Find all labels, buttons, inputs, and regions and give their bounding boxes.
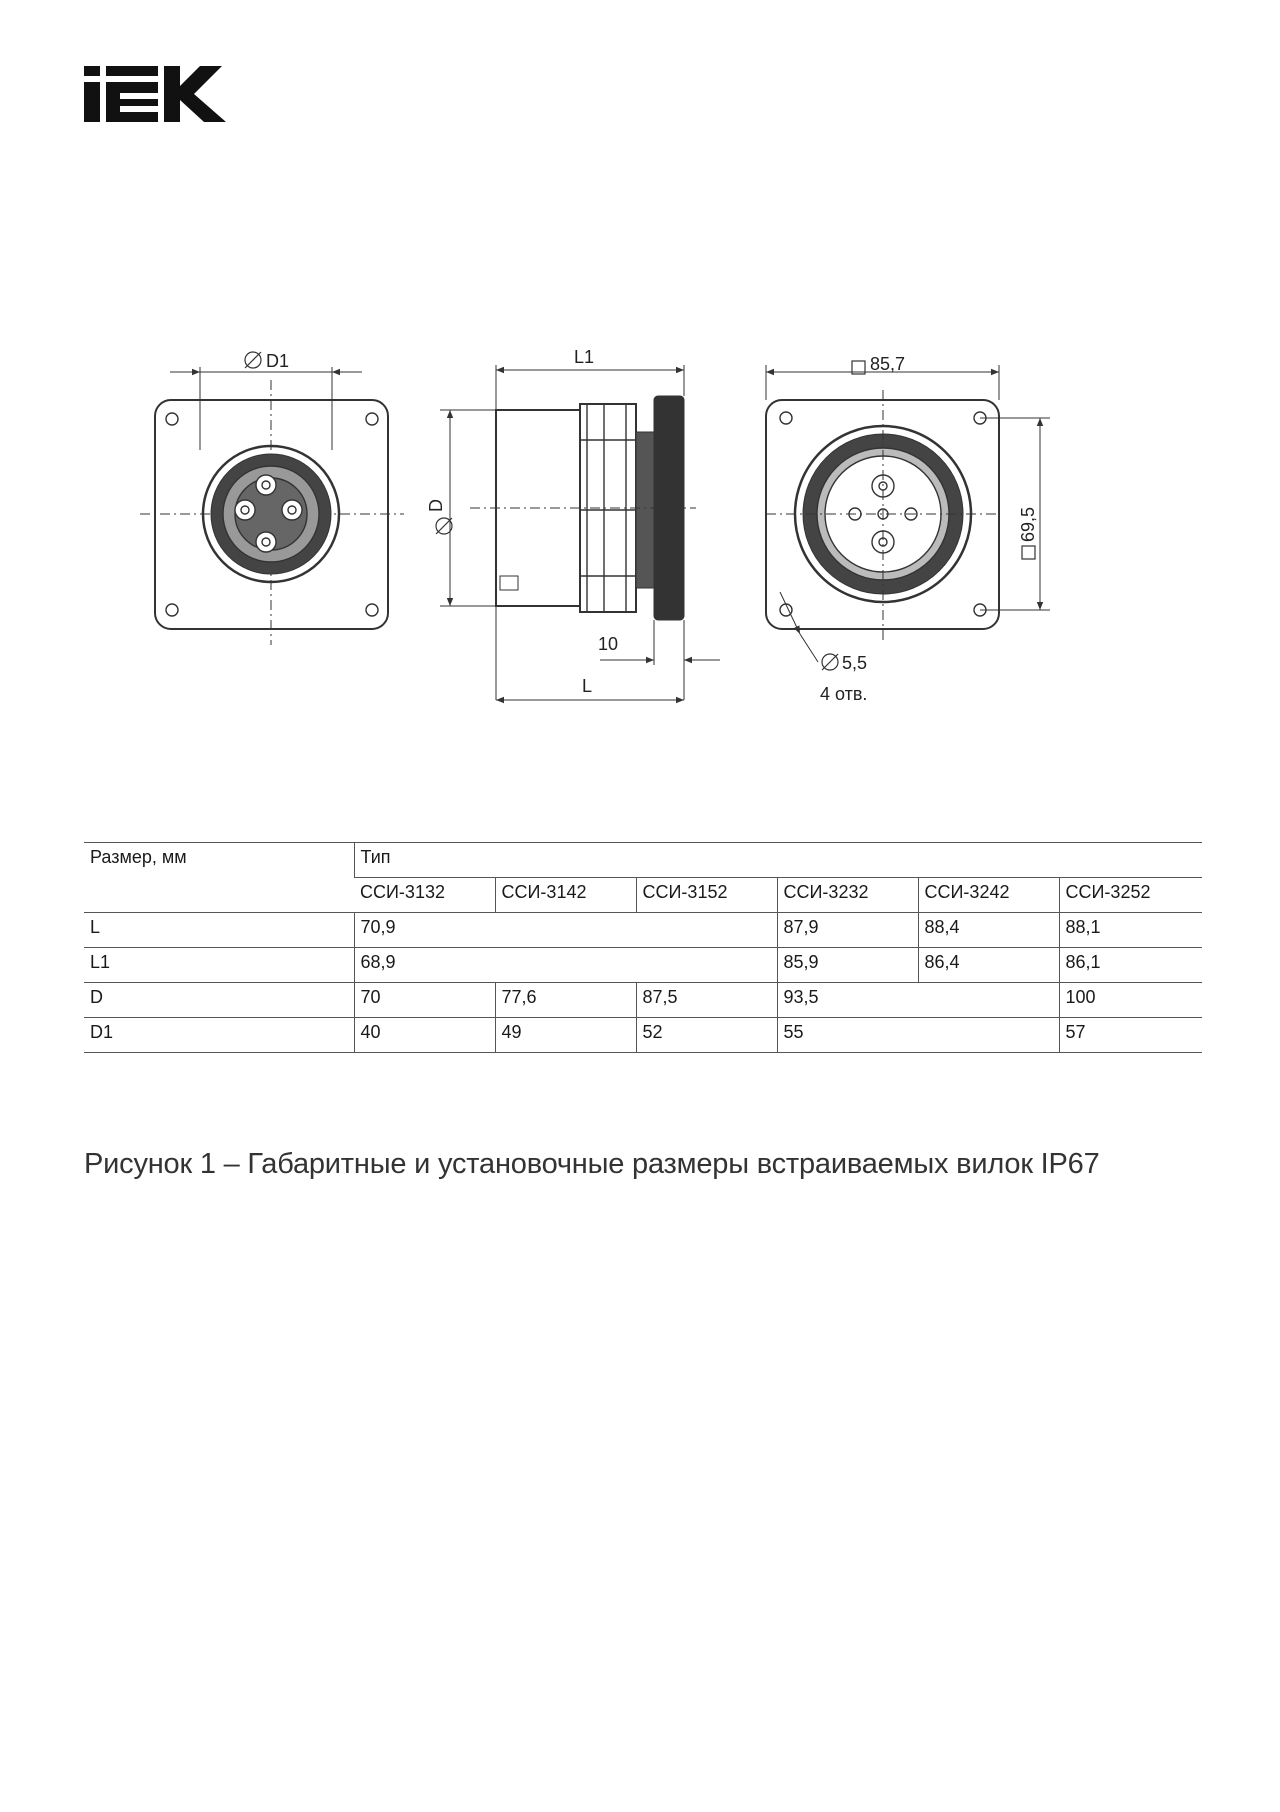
table-cell: 70: [354, 983, 495, 1018]
table-row: [84, 913, 1202, 948]
d-label: D: [426, 499, 446, 512]
figure-caption: Рисунок 1 – Габаритные и установочные размеры встраиваемых вилок IP67: [84, 1148, 1100, 1180]
table-cell: 40: [354, 1018, 495, 1053]
dim-10-label: 10: [598, 634, 619, 654]
table-cell: 70,9: [354, 913, 777, 948]
l-label: L: [582, 676, 593, 696]
table-cell: 77,6: [495, 983, 636, 1018]
table-cell: 100: [1059, 983, 1202, 1018]
type-cell: ССИ-3142: [495, 878, 636, 913]
type-cell: ССИ-3252: [1059, 878, 1202, 913]
table-cell: 68,9: [354, 948, 777, 983]
table-cell: 49: [495, 1018, 636, 1053]
table-cell: 55: [777, 1018, 1059, 1053]
type-cell: ССИ-3132: [354, 878, 495, 913]
table-cell: 88,1: [1059, 913, 1202, 948]
front-view: [140, 352, 404, 645]
row-label: L: [84, 913, 354, 948]
side-view: [436, 365, 720, 700]
type-cell: ССИ-3152: [636, 878, 777, 913]
size-header-cell: Размер, мм: [84, 843, 354, 913]
row-label: L1: [84, 948, 354, 983]
l1-label: L1: [574, 347, 595, 367]
table-cell: 88,4: [918, 913, 1059, 948]
row-label: D: [84, 983, 354, 1018]
table-header-row: [84, 843, 1202, 878]
iek-logo: [84, 66, 228, 122]
type-header-cell: Тип: [354, 843, 1202, 878]
table-cell: 87,5: [636, 983, 777, 1018]
table-row: [84, 983, 1202, 1018]
table-cell: 52: [636, 1018, 777, 1053]
table-cell: 87,9: [777, 913, 918, 948]
table-row: [84, 1018, 1202, 1053]
holes-count-label: 4 отв.: [820, 684, 868, 704]
rear-width-label: 85,7: [870, 354, 906, 374]
table-row: [84, 948, 1202, 983]
row-label: D1: [84, 1018, 354, 1053]
rear-view: [766, 361, 1050, 670]
type-cell: ССИ-3242: [918, 878, 1059, 913]
type-cell: ССИ-3232: [777, 878, 918, 913]
table-cell: 57: [1059, 1018, 1202, 1053]
dimension-drawing: [0, 300, 1280, 720]
rear-height-label: 69,5: [1018, 506, 1038, 542]
table-cell: 86,1: [1059, 948, 1202, 983]
hole-diameter-label: 5,5: [842, 653, 868, 673]
table-cell: 93,5: [777, 983, 1059, 1018]
dimensions-table: [84, 842, 1202, 1053]
table-cell: 86,4: [918, 948, 1059, 983]
d1-label: D1: [266, 351, 290, 371]
table-cell: 85,9: [777, 948, 918, 983]
